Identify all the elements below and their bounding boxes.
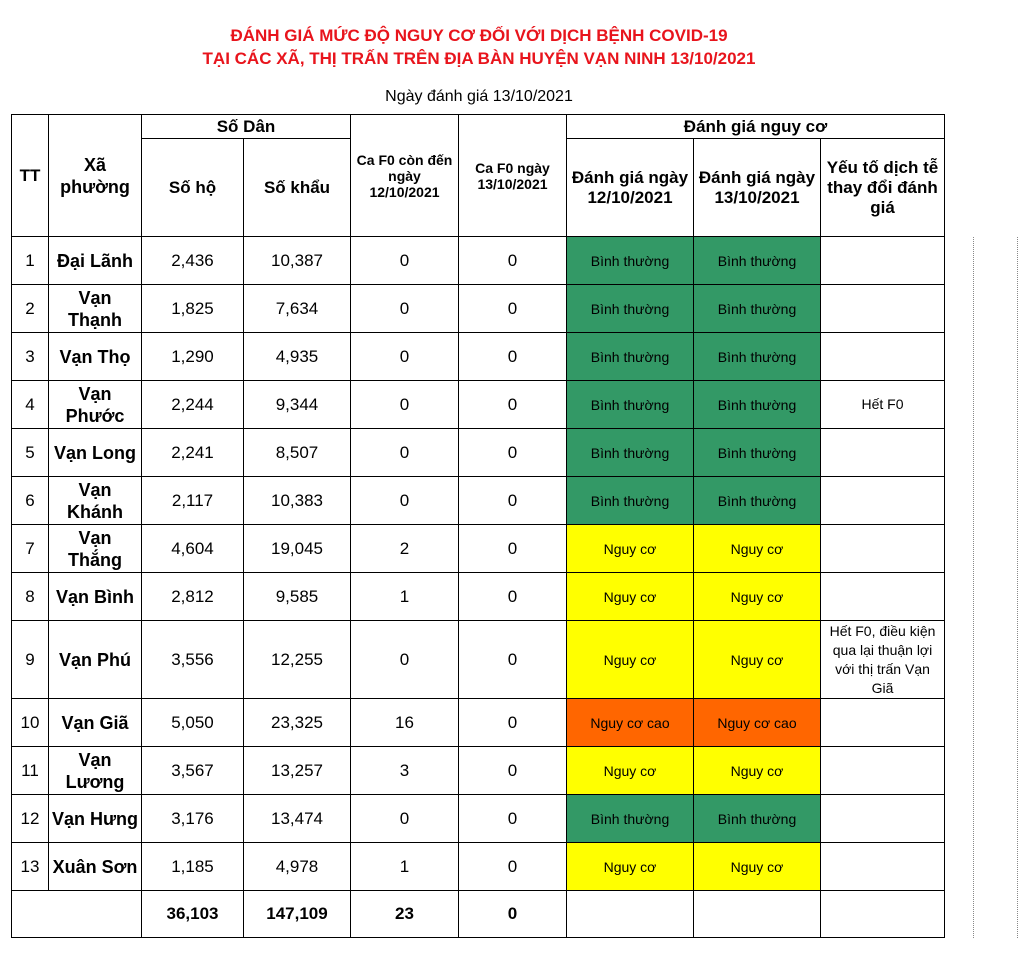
row-f0-con: 2 (351, 525, 459, 573)
row-f0-ngay: 0 (459, 525, 567, 573)
row-so-ho: 1,185 (142, 843, 244, 891)
row-so-ho: 3,176 (142, 795, 244, 843)
row-so-khau: 10,387 (244, 237, 351, 285)
row-dg-1210: Bình thường (567, 477, 694, 525)
row-tt: 9 (12, 621, 49, 699)
row-name: Vạn Thắng (49, 525, 142, 573)
row-name: Vạn Giã (49, 699, 142, 747)
row-so-ho: 4,604 (142, 525, 244, 573)
row-dg-1210: Bình thường (567, 429, 694, 477)
row-tt: 8 (12, 573, 49, 621)
row-dg-1310: Nguy cơ (694, 573, 821, 621)
row-note: Hết F0 (821, 381, 945, 429)
row-dg-1310: Bình thường (694, 429, 821, 477)
grid-line (973, 237, 974, 938)
header-dg-1310: Đánh giá ngày 13/10/2021 (694, 139, 821, 237)
row-tt: 4 (12, 381, 49, 429)
header-tt: TT (12, 115, 49, 237)
header-so-ho: Số hộ (142, 139, 244, 237)
row-f0-con: 0 (351, 237, 459, 285)
table-row (12, 621, 945, 699)
row-f0-con: 0 (351, 333, 459, 381)
row-so-khau: 4,978 (244, 843, 351, 891)
table-row (12, 381, 945, 429)
table-row (12, 699, 945, 747)
row-name: Vạn Thọ (49, 333, 142, 381)
totals-label (12, 891, 142, 938)
table-row (12, 795, 945, 843)
row-f0-ngay: 0 (459, 621, 567, 699)
table-row (12, 237, 945, 285)
row-tt: 5 (12, 429, 49, 477)
row-note (821, 747, 945, 795)
header-so-dan: Số Dân (142, 115, 351, 139)
row-so-ho: 1,290 (142, 333, 244, 381)
row-f0-con: 0 (351, 795, 459, 843)
row-f0-ngay: 0 (459, 747, 567, 795)
row-tt: 13 (12, 843, 49, 891)
row-so-ho: 2,241 (142, 429, 244, 477)
row-tt: 6 (12, 477, 49, 525)
row-name: Vạn Bình (49, 573, 142, 621)
row-f0-con: 1 (351, 573, 459, 621)
header-xa-phuong: Xã phường (49, 115, 142, 237)
row-so-ho: 2,244 (142, 381, 244, 429)
row-so-ho: 3,567 (142, 747, 244, 795)
row-name: Vạn Hưng (49, 795, 142, 843)
row-dg-1310: Nguy cơ (694, 525, 821, 573)
row-dg-1310: Bình thường (694, 381, 821, 429)
row-f0-con: 1 (351, 843, 459, 891)
row-tt: 10 (12, 699, 49, 747)
table-row (12, 525, 945, 573)
row-f0-ngay: 0 (459, 699, 567, 747)
table-row (12, 333, 945, 381)
row-so-khau: 9,344 (244, 381, 351, 429)
row-tt: 12 (12, 795, 49, 843)
total-so-khau: 147,109 (244, 891, 351, 938)
row-f0-ngay: 0 (459, 477, 567, 525)
table-row (12, 573, 945, 621)
row-name: Vạn Thạnh (49, 285, 142, 333)
grid-line (1017, 237, 1018, 938)
row-note (821, 795, 945, 843)
row-so-ho: 5,050 (142, 699, 244, 747)
row-f0-ngay: 0 (459, 573, 567, 621)
row-so-ho: 2,117 (142, 477, 244, 525)
row-name: Vạn Khánh (49, 477, 142, 525)
row-dg-1310: Bình thường (694, 285, 821, 333)
row-name: Vạn Lương (49, 747, 142, 795)
total-empty-2 (694, 891, 821, 938)
row-f0-ngay: 0 (459, 381, 567, 429)
assessment-date: Ngày đánh giá 13/10/2021 (385, 88, 573, 105)
row-note (821, 429, 945, 477)
table-row (12, 285, 945, 333)
row-f0-con: 0 (351, 477, 459, 525)
row-note: Hết F0, điều kiện qua lại thuận lợi với thị trấn Vạn Giã (821, 621, 945, 699)
row-note (821, 573, 945, 621)
row-name: Đại Lãnh (49, 237, 142, 285)
row-name: Vạn Phú (49, 621, 142, 699)
row-dg-1310: Bình thường (694, 333, 821, 381)
row-tt: 2 (12, 285, 49, 333)
row-so-khau: 23,325 (244, 699, 351, 747)
header-f0-ngay: Ca F0 ngày 13/10/2021 (459, 115, 567, 237)
row-f0-ngay: 0 (459, 843, 567, 891)
total-empty-1 (567, 891, 694, 938)
row-f0-ngay: 0 (459, 429, 567, 477)
header-so-khau: Số khẩu (244, 139, 351, 237)
row-so-khau: 12,255 (244, 621, 351, 699)
row-f0-con: 0 (351, 381, 459, 429)
row-note (821, 237, 945, 285)
title-line-2: TẠI CÁC XÃ, THỊ TRẤN TRÊN ĐỊA BÀN HUYỆN VẠN NINH 13/10/2021 (202, 49, 756, 68)
row-dg-1210: Nguy cơ (567, 843, 694, 891)
row-so-ho: 3,556 (142, 621, 244, 699)
row-name: Vạn Phước (49, 381, 142, 429)
row-note (821, 477, 945, 525)
row-f0-con: 3 (351, 747, 459, 795)
total-empty-3 (821, 891, 945, 938)
row-dg-1310: Bình thường (694, 795, 821, 843)
title-line-1: ĐÁNH GIÁ MỨC ĐỘ NGUY CƠ ĐỐI VỚI DỊCH BỆNH COVID-19 (230, 26, 728, 45)
header-f0-con: Ca F0 còn đến ngày 12/10/2021 (351, 115, 459, 237)
row-note (821, 525, 945, 573)
row-note (821, 333, 945, 381)
row-f0-ngay: 0 (459, 333, 567, 381)
total-f0-ngay: 0 (459, 891, 567, 938)
row-dg-1210: Bình thường (567, 285, 694, 333)
row-so-khau: 13,474 (244, 795, 351, 843)
row-dg-1310: Nguy cơ cao (694, 699, 821, 747)
row-so-khau: 13,257 (244, 747, 351, 795)
row-so-ho: 2,812 (142, 573, 244, 621)
row-tt: 1 (12, 237, 49, 285)
row-name: Xuân Sơn (49, 843, 142, 891)
row-f0-con: 0 (351, 429, 459, 477)
row-so-ho: 2,436 (142, 237, 244, 285)
row-so-khau: 10,383 (244, 477, 351, 525)
header-danh-gia: Đánh giá nguy cơ (567, 115, 945, 139)
row-so-ho: 1,825 (142, 285, 244, 333)
row-tt: 11 (12, 747, 49, 795)
table-row (12, 843, 945, 891)
row-note (821, 843, 945, 891)
row-dg-1310: Bình thường (694, 237, 821, 285)
row-dg-1310: Nguy cơ (694, 747, 821, 795)
row-so-khau: 7,634 (244, 285, 351, 333)
row-f0-ngay: 0 (459, 795, 567, 843)
row-f0-ngay: 0 (459, 285, 567, 333)
row-tt: 3 (12, 333, 49, 381)
row-f0-con: 16 (351, 699, 459, 747)
row-dg-1210: Nguy cơ (567, 621, 694, 699)
row-dg-1210: Nguy cơ (567, 747, 694, 795)
row-f0-ngay: 0 (459, 237, 567, 285)
row-f0-con: 0 (351, 621, 459, 699)
table-body (12, 237, 945, 891)
row-so-khau: 4,935 (244, 333, 351, 381)
totals-row (12, 891, 945, 938)
row-dg-1310: Bình thường (694, 477, 821, 525)
row-dg-1210: Bình thường (567, 795, 694, 843)
row-so-khau: 19,045 (244, 525, 351, 573)
table-row (12, 429, 945, 477)
header-yeu-to: Yếu tố dịch tễ thay đổi đánh giá (821, 139, 945, 237)
risk-assessment-table (11, 114, 945, 938)
table-row (12, 477, 945, 525)
row-name: Vạn Long (49, 429, 142, 477)
row-dg-1310: Nguy cơ (694, 843, 821, 891)
row-dg-1210: Nguy cơ (567, 525, 694, 573)
row-note (821, 699, 945, 747)
row-tt: 7 (12, 525, 49, 573)
header-dg-1210: Đánh giá ngày 12/10/2021 (567, 139, 694, 237)
total-so-ho: 36,103 (142, 891, 244, 938)
table-row (12, 747, 945, 795)
row-so-khau: 8,507 (244, 429, 351, 477)
row-dg-1210: Nguy cơ (567, 573, 694, 621)
row-so-khau: 9,585 (244, 573, 351, 621)
row-note (821, 285, 945, 333)
row-dg-1210: Bình thường (567, 237, 694, 285)
row-dg-1210: Bình thường (567, 333, 694, 381)
row-f0-con: 0 (351, 285, 459, 333)
row-dg-1310: Nguy cơ (694, 621, 821, 699)
total-f0-con: 23 (351, 891, 459, 938)
row-dg-1210: Bình thường (567, 381, 694, 429)
row-dg-1210: Nguy cơ cao (567, 699, 694, 747)
